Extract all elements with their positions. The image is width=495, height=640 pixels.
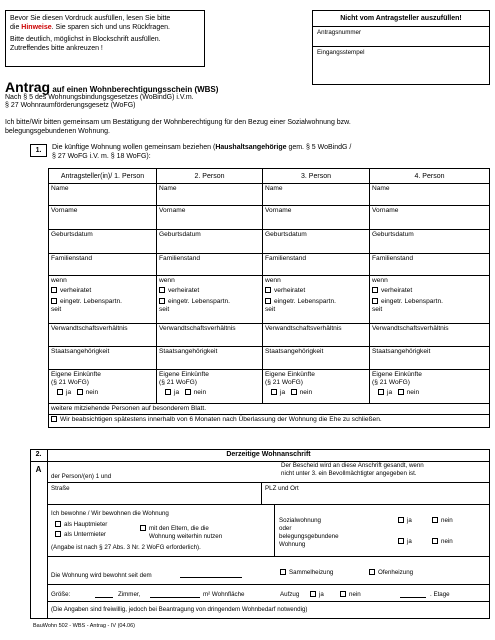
lebenspartn-label: eingetr. Lebenspartn.: [60, 298, 122, 305]
ja-checkbox[interactable]: [57, 389, 63, 395]
name-field[interactable]: Name: [157, 184, 263, 206]
wenn-label: wenn: [159, 277, 175, 284]
wofg-label: (§ 21 WoFG): [265, 379, 303, 386]
more-persons-note: weitere mitziehende Personen auf besonderem Blatt.: [49, 404, 490, 415]
section2-title: Derzeitige Wohnanschrift: [226, 451, 311, 458]
marital-status-row: [49, 276, 490, 324]
verwandtschaft-field[interactable]: Verwandtschaftsverhältnis: [263, 324, 370, 347]
sammel-label: Sammelheizung: [289, 569, 334, 576]
hauptmieter-option: [55, 521, 107, 529]
verheiratet-label: verheiratet: [381, 287, 413, 294]
marital-cell: [370, 276, 490, 324]
ja-checkbox[interactable]: [378, 389, 384, 395]
untermieter-option: [55, 531, 106, 539]
nein-label: nein: [441, 517, 453, 524]
verheiratet-label: verheiratet: [60, 287, 92, 294]
ja-checkbox[interactable]: [271, 389, 277, 395]
nein-label: nein: [299, 389, 313, 396]
beleg-nein-checkbox[interactable]: [432, 538, 438, 544]
beleg-ja-option: [398, 538, 412, 546]
wenn-label: wenn: [265, 277, 281, 284]
freiwillig-note: (Die Angaben sind freiwillig, jedoch bei Beantragung von dringendem Wohnbedarf notwendig): [51, 606, 308, 613]
marriage-row: [49, 415, 490, 428]
einkuenfte-label: Eigene Einkünfte: [159, 371, 209, 378]
notice-hinweise: Hinweise: [21, 24, 52, 31]
groesse-label: Größe:: [51, 591, 71, 598]
verwandtschaft-field[interactable]: Verwandtschaftsverhältnis: [157, 324, 263, 347]
section1-text: [52, 143, 351, 152]
sammelheizung-checkbox[interactable]: [280, 569, 286, 575]
seit-label: seit: [159, 306, 170, 313]
angabe-note: (Angabe ist nach § 27 Abs. 3 Nr. 2 WoFG erforderlich).: [51, 544, 201, 551]
wenn-label: wenn: [372, 277, 388, 284]
nein-checkbox[interactable]: [291, 389, 297, 395]
bescheid-notice: nicht unter 3. ein Bevollmächtigter angegeben ist.: [281, 470, 417, 477]
eltern-option: [140, 525, 209, 533]
aufzug-label: Aufzug: [280, 591, 300, 598]
staatsangehoerigkeit-field[interactable]: Staatsangehörigkeit: [370, 347, 490, 370]
beleg-label-2: Wohnung: [279, 541, 306, 548]
oder-label: oder: [279, 525, 292, 532]
ja-label: ja: [407, 538, 412, 545]
familienstand-field[interactable]: Familienstand: [370, 254, 490, 276]
beleg-nein-option: [432, 538, 453, 546]
plz-field[interactable]: PLZ und Ort: [265, 485, 299, 492]
geburtsdatum-field[interactable]: Geburtsdatum: [157, 230, 263, 254]
ja-label: ja: [174, 389, 180, 396]
lebenspartn-label: eingetr. Lebenspartn.: [381, 298, 443, 305]
seit-dem-field[interactable]: [180, 570, 242, 578]
ja-label: ja: [66, 389, 72, 396]
vorname-field[interactable]: Vorname: [370, 206, 490, 230]
notice-line: Bevor Sie diesen Vordruck ausfüllen, lesen Sie bitte: [10, 15, 171, 22]
eltern-checkbox[interactable]: [140, 525, 146, 531]
marital-cell: [157, 276, 263, 324]
nein-label: nein: [193, 389, 207, 396]
section2-number: 2.: [35, 451, 42, 458]
vorname-field[interactable]: Vorname: [263, 206, 370, 230]
lebenspartn-label: eingetr. Lebenspartn.: [168, 298, 230, 305]
nein-label: nein: [85, 389, 99, 396]
notice-text: die: [10, 24, 22, 31]
aufzug-nein-checkbox[interactable]: [340, 591, 346, 597]
income-cell: [157, 370, 263, 404]
section1-text2: § 27 WoFG i.V. m. § 18 WoFG):: [52, 153, 151, 160]
staatsangehoerigkeit-field[interactable]: Staatsangehörigkeit: [157, 347, 263, 370]
verwandtschaft-field[interactable]: Verwandtschaftsverhältnis: [49, 324, 157, 347]
verheiratet-checkbox[interactable]: [265, 287, 271, 293]
seit-label: seit: [265, 306, 276, 313]
household-table: [48, 168, 490, 428]
hauptmieter-checkbox[interactable]: [55, 521, 61, 527]
staatsangehoerigkeit-field[interactable]: Staatsangehörigkeit: [263, 347, 370, 370]
section1-text-b: Haushaltsangehörige: [215, 144, 287, 151]
marriage-label: Wir beabsichtigen spätestens innerhalb von 6 Monaten nach Überlassung der Wohnung die Ehe zu schließen.: [60, 416, 382, 423]
staatsangehoerigkeit-field[interactable]: Staatsangehörigkeit: [49, 347, 157, 370]
lebenspartn-label: eingetr. Lebenspartn.: [274, 298, 336, 305]
office-box: [312, 10, 490, 85]
verheiratet-checkbox[interactable]: [372, 287, 378, 293]
vorname-field[interactable]: Vorname: [157, 206, 263, 230]
notice-line: Zutreffendes bitte ankreuzen !: [10, 45, 103, 52]
wenn-label: wenn: [51, 277, 67, 284]
eltern-label-2: Wohnung weiterhin nutzen: [149, 533, 223, 540]
name-field[interactable]: Name: [49, 184, 157, 206]
sammel-option: [280, 569, 333, 577]
name-field[interactable]: Name: [370, 184, 490, 206]
etage-field[interactable]: [400, 590, 426, 598]
nein-label: nein: [441, 538, 453, 545]
ja-label: ja: [319, 591, 324, 598]
notice-box: [5, 10, 205, 67]
bewohne-label: Ich bewohne / Wir bewohnen die Wohnung: [51, 510, 169, 517]
ofen-label: Ofenheizung: [378, 569, 414, 576]
einkuenfte-label: Eigene Einkünfte: [51, 371, 101, 378]
lebenspartn-checkbox[interactable]: [265, 298, 271, 304]
ja-label: ja: [280, 389, 286, 396]
name-field[interactable]: Name: [263, 184, 370, 206]
office-header: Nicht vom Antragsteller auszufüllen!: [313, 11, 489, 27]
eingangsstempel-field[interactable]: Eingangsstempel: [317, 49, 365, 56]
income-cell: [370, 370, 490, 404]
untermieter-label: als Untermieter: [64, 531, 106, 538]
income-cell: [49, 370, 157, 404]
marriage-checkbox[interactable]: [51, 416, 57, 422]
wohnflaeche-field[interactable]: [150, 590, 200, 598]
title-sub: auf einen Wohnberechtigungsschein (WBS): [50, 85, 219, 94]
geburtsdatum-field[interactable]: Geburtsdatum: [263, 230, 370, 254]
verheiratet-label: verheiratet: [274, 287, 306, 294]
wofg-label: (§ 21 WoFG): [372, 379, 410, 386]
einkuenfte-label: Eigene Einkünfte: [265, 371, 315, 378]
familienstand-field[interactable]: Familienstand: [49, 254, 157, 276]
etage-label: . Etage: [430, 591, 450, 598]
seit-label: seit: [372, 306, 383, 313]
law-line: § 27 Wohnraumförderungsgesetz (WoFG): [5, 102, 136, 109]
section1-text-a: Die künftige Wohnung wollen gemeinsam beziehen (: [52, 144, 216, 151]
notice-text: . Sie sparen sich und uns Rückfragen.: [51, 24, 170, 31]
wofg-label: (§ 21 WoFG): [159, 379, 197, 386]
intro-line: belegungsgebundenen Wohnung.: [5, 128, 110, 135]
wofg-label: (§ 21 WoFG): [51, 379, 89, 386]
zimmer-label: Zimmer,: [118, 591, 141, 598]
ofenheizung-checkbox[interactable]: [369, 569, 375, 575]
sozial-label: Sozialwohnung: [279, 517, 321, 524]
section1-text-c: gem. § 5 WoBindG /: [286, 144, 352, 151]
antragsnummer-field[interactable]: Antragsnummer: [313, 27, 489, 47]
column-header: 3. Person: [263, 169, 370, 184]
beleg-label: belegungsgebundene: [279, 533, 339, 540]
nein-checkbox[interactable]: [185, 389, 191, 395]
law-line: Nach § 5 des Wohnungsbindungsgesetzes (WoBindG) i.V.m.: [5, 94, 194, 101]
ja-label: ja: [387, 389, 393, 396]
zimmer-field[interactable]: [95, 590, 113, 598]
beleg-ja-checkbox[interactable]: [398, 538, 404, 544]
sozial-ja-checkbox[interactable]: [398, 517, 404, 523]
ja-label: ja: [407, 517, 412, 524]
geburtsdatum-field[interactable]: Geburtsdatum: [370, 230, 490, 254]
verheiratet-label: verheiratet: [168, 287, 200, 294]
aufzug-ja-option: [310, 591, 324, 599]
ja-checkbox[interactable]: [165, 389, 171, 395]
intro-line: Ich bitte/Wir bitten gemeinsam um Bestätigung der Wohnberechtigung für den Bezug einer Sozialwohnung bzw.: [5, 119, 351, 126]
income-row: [49, 370, 490, 404]
geburtsdatum-field[interactable]: Geburtsdatum: [49, 230, 157, 254]
person-label: der Person/(en) 1 und: [51, 473, 112, 480]
notice-line: Bitte deutlich, möglichst in Blockschrift ausfüllen.: [10, 36, 161, 43]
verheiratet-checkbox[interactable]: [51, 287, 57, 293]
column-header: Antragsteller(in)/ 1. Person: [49, 169, 157, 184]
nein-label: nein: [406, 389, 420, 396]
aufzug-nein-option: [340, 591, 361, 599]
bescheid-notice: Der Bescheid wird an diese Anschrift gesandt, wenn: [281, 462, 424, 469]
sozial-ja-option: [398, 517, 412, 525]
section1-number: 1.: [30, 144, 47, 157]
income-cell: [263, 370, 370, 404]
seit-label: seit: [51, 306, 62, 313]
familienstand-field[interactable]: Familienstand: [157, 254, 263, 276]
aufzug-ja-checkbox[interactable]: [310, 591, 316, 597]
column-header: 2. Person: [157, 169, 263, 184]
verwandtschaft-field[interactable]: Verwandtschaftsverhältnis: [370, 324, 490, 347]
familienstand-field[interactable]: Familienstand: [263, 254, 370, 276]
einkuenfte-label: Eigene Einkünfte: [372, 371, 422, 378]
title-main: Antrag: [5, 79, 51, 95]
lebenspartn-checkbox[interactable]: [51, 298, 57, 304]
column-header: 4. Person: [370, 169, 490, 184]
sozial-nein-checkbox[interactable]: [432, 517, 438, 523]
hauptmieter-label: als Hauptmieter: [64, 521, 108, 528]
lebenspartn-checkbox[interactable]: [372, 298, 378, 304]
section2-letter: A: [35, 465, 42, 474]
lebenspartn-checkbox[interactable]: [159, 298, 165, 304]
sozial-nein-option: [432, 517, 453, 525]
nein-label: nein: [349, 591, 361, 598]
untermieter-checkbox[interactable]: [55, 531, 61, 537]
vorname-field[interactable]: Vorname: [49, 206, 157, 230]
ofen-option: [369, 569, 413, 577]
qm-label: m² Wohnfläche: [203, 591, 245, 598]
strasse-field[interactable]: Straße: [51, 485, 70, 492]
eltern-label: mit den Eltern, die die: [149, 525, 209, 532]
form-footer: BauWohn 502 - WBS - Antrag - IV (04.06): [33, 623, 136, 629]
nein-checkbox[interactable]: [398, 389, 404, 395]
nein-checkbox[interactable]: [77, 389, 83, 395]
marital-cell: [263, 276, 370, 324]
marital-cell: [49, 276, 157, 324]
seit-dem-label: Die Wohnung wird bewohnt seit dem: [51, 572, 152, 579]
verheiratet-checkbox[interactable]: [159, 287, 165, 293]
